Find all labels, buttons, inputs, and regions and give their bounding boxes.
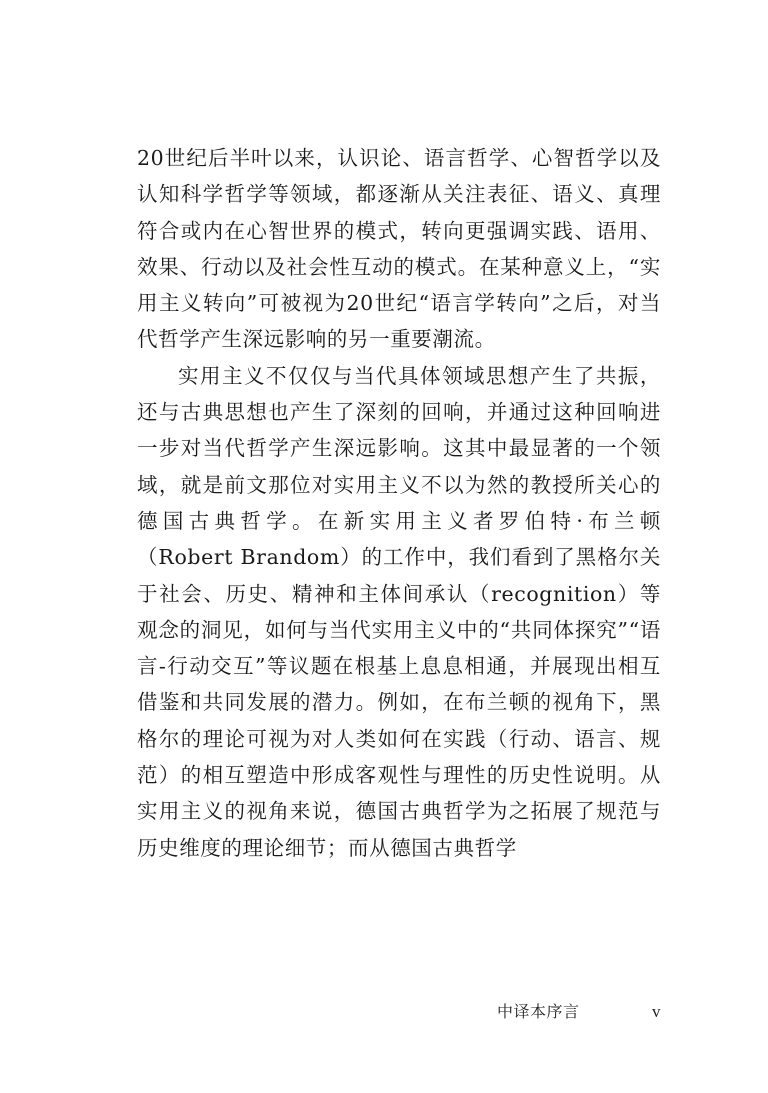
page-number: v xyxy=(652,1002,661,1021)
body-text xyxy=(137,140,661,866)
running-footer-title: 中译本序言 xyxy=(497,1002,580,1021)
paragraph: 实用主义不仅仅与当代具体领域思想产生了共振，还与古典思想也产生了深刻的回响，并通过这种回响进一步对当代哲学产生深远影响。这其中最显著的一个领域，就是前文那位对实用主义不以为然的教授所关心的德国古典哲学。在新实用主义者罗伯特·布兰顿（Robert Brandom）的工作中，我们看到了黑格尔关于社会、历史、精神和主体间承认（recognition）等观念的洞见，如何与当代实用主义中的“共同体探究”“语言-行动交互”等议题在根基上息息相通，并展现出相互借鉴和共同发展的潜力。例如，在布兰顿的视角下，黑格尔的理论可视为对人类如何在实践（行动、语言、规范）的相互塑造中形成客观性与理性的历史性说明。从实用主义的视角来说，德国古典哲学为之拓展了规范与历史维度的理论细节；而从德国古典哲学 xyxy=(137,363,661,860)
paragraph-continued: 20世纪后半叶以来，认识论、语言哲学、心智哲学以及认知科学哲学等领域，都逐渐从关注表征、语义、真理符合或内在心智世界的模式，转向更强调实践、语用、效果、行动以及社会性互动的模式。在某种意义上，“实用主义转向”可被视为20世纪“语言学转向”之后，对当代哲学产生深远影响的另一重要潮流。 xyxy=(137,146,661,352)
